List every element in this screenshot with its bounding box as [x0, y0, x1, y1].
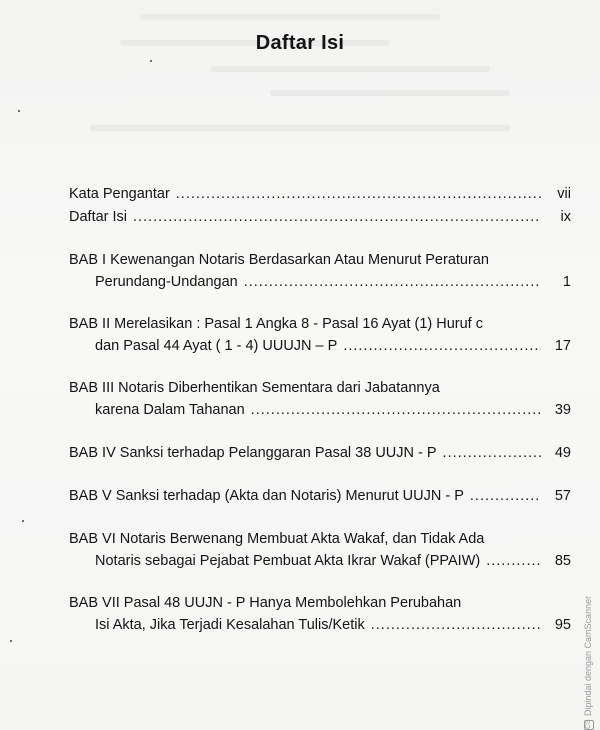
leader-dots — [443, 443, 541, 463]
camscanner-watermark — [583, 596, 594, 730]
toc-entry — [95, 272, 571, 292]
scan-speck — [18, 110, 20, 112]
toc-page-number: ix — [560, 209, 571, 225]
toc-entry-title: Perundang-Undangan — [95, 274, 238, 290]
toc-page-number: 1 — [562, 274, 571, 290]
leader-dots — [470, 486, 541, 506]
toc-page-number: 49 — [554, 445, 571, 461]
leader-dots — [133, 207, 541, 227]
toc-entry-title: Notaris sebagai Pejabat Pembuat Akta Ikrar Wakaf (PPAIW) — [95, 553, 481, 569]
toc-page-number: 17 — [554, 338, 571, 354]
toc-entry-title: Isi Akta, Jika Terjadi Kesalahan Tulis/Ketik — [95, 617, 365, 633]
toc-entry-line1: BAB II Merelasikan : Pasal 1 Angka 8 - Pasal 16 Ayat (1) Huruf c — [69, 316, 483, 332]
toc-page-number: 57 — [554, 488, 571, 504]
toc-entry — [69, 184, 571, 204]
toc-entry-line1: BAB III Notaris Diberhentikan Sementara dari Jabatannya — [69, 380, 440, 396]
toc-entry — [69, 486, 571, 506]
leader-dots — [176, 184, 541, 204]
scan-speck — [22, 520, 24, 522]
watermark-text: Dipindai dengan CamScanner — [583, 595, 593, 716]
scan-speck — [10, 640, 12, 642]
toc-page-number: 95 — [554, 617, 571, 633]
toc-entry — [69, 207, 571, 227]
bleed-through-mark — [270, 90, 510, 96]
camscanner-logo-icon: CS — [584, 719, 592, 729]
toc-entry — [95, 400, 571, 420]
toc-page-number: 85 — [554, 553, 571, 569]
toc-entry — [95, 615, 571, 635]
toc-entry — [69, 443, 571, 463]
toc-page-number: 39 — [554, 402, 571, 418]
page-title: Daftar Isi — [255, 32, 345, 54]
toc-page-number: vii — [557, 186, 571, 202]
toc-entry-title: Daftar Isi — [69, 209, 128, 225]
bleed-through-mark — [90, 125, 510, 131]
leader-dots — [486, 551, 541, 571]
toc-entry-title: dan Pasal 44 Ayat ( 1 - 4) UUUJN – P — [95, 338, 338, 354]
toc-entry-title: Kata Pengantar — [69, 186, 170, 202]
toc-entry — [95, 551, 571, 571]
leader-dots — [343, 336, 541, 356]
toc-entry-line1: BAB I Kewenangan Notaris Berdasarkan Atau Menurut Peraturan — [69, 252, 489, 268]
toc-entry-title: BAB V Sanksi terhadap (Akta dan Notaris) Menurut UUJN - P — [69, 488, 464, 504]
bleed-through-mark — [140, 14, 440, 20]
leader-dots — [371, 615, 541, 635]
leader-dots — [244, 272, 541, 292]
toc-entry — [95, 336, 571, 356]
toc-entry-line1: BAB VII Pasal 48 UUJN - P Hanya Membolehkan Perubahan — [69, 595, 462, 611]
toc-entry-title: karena Dalam Tahanan — [95, 402, 245, 418]
bleed-through-mark — [210, 66, 490, 72]
toc-entry-title: BAB IV Sanksi terhadap Pelanggaran Pasal 38 UUJN - P — [69, 445, 437, 461]
scan-speck — [150, 60, 152, 62]
leader-dots — [251, 400, 541, 420]
toc-entry-line1: BAB VI Notaris Berwenang Membuat Akta Wakaf, dan Tidak Ada — [69, 531, 485, 547]
